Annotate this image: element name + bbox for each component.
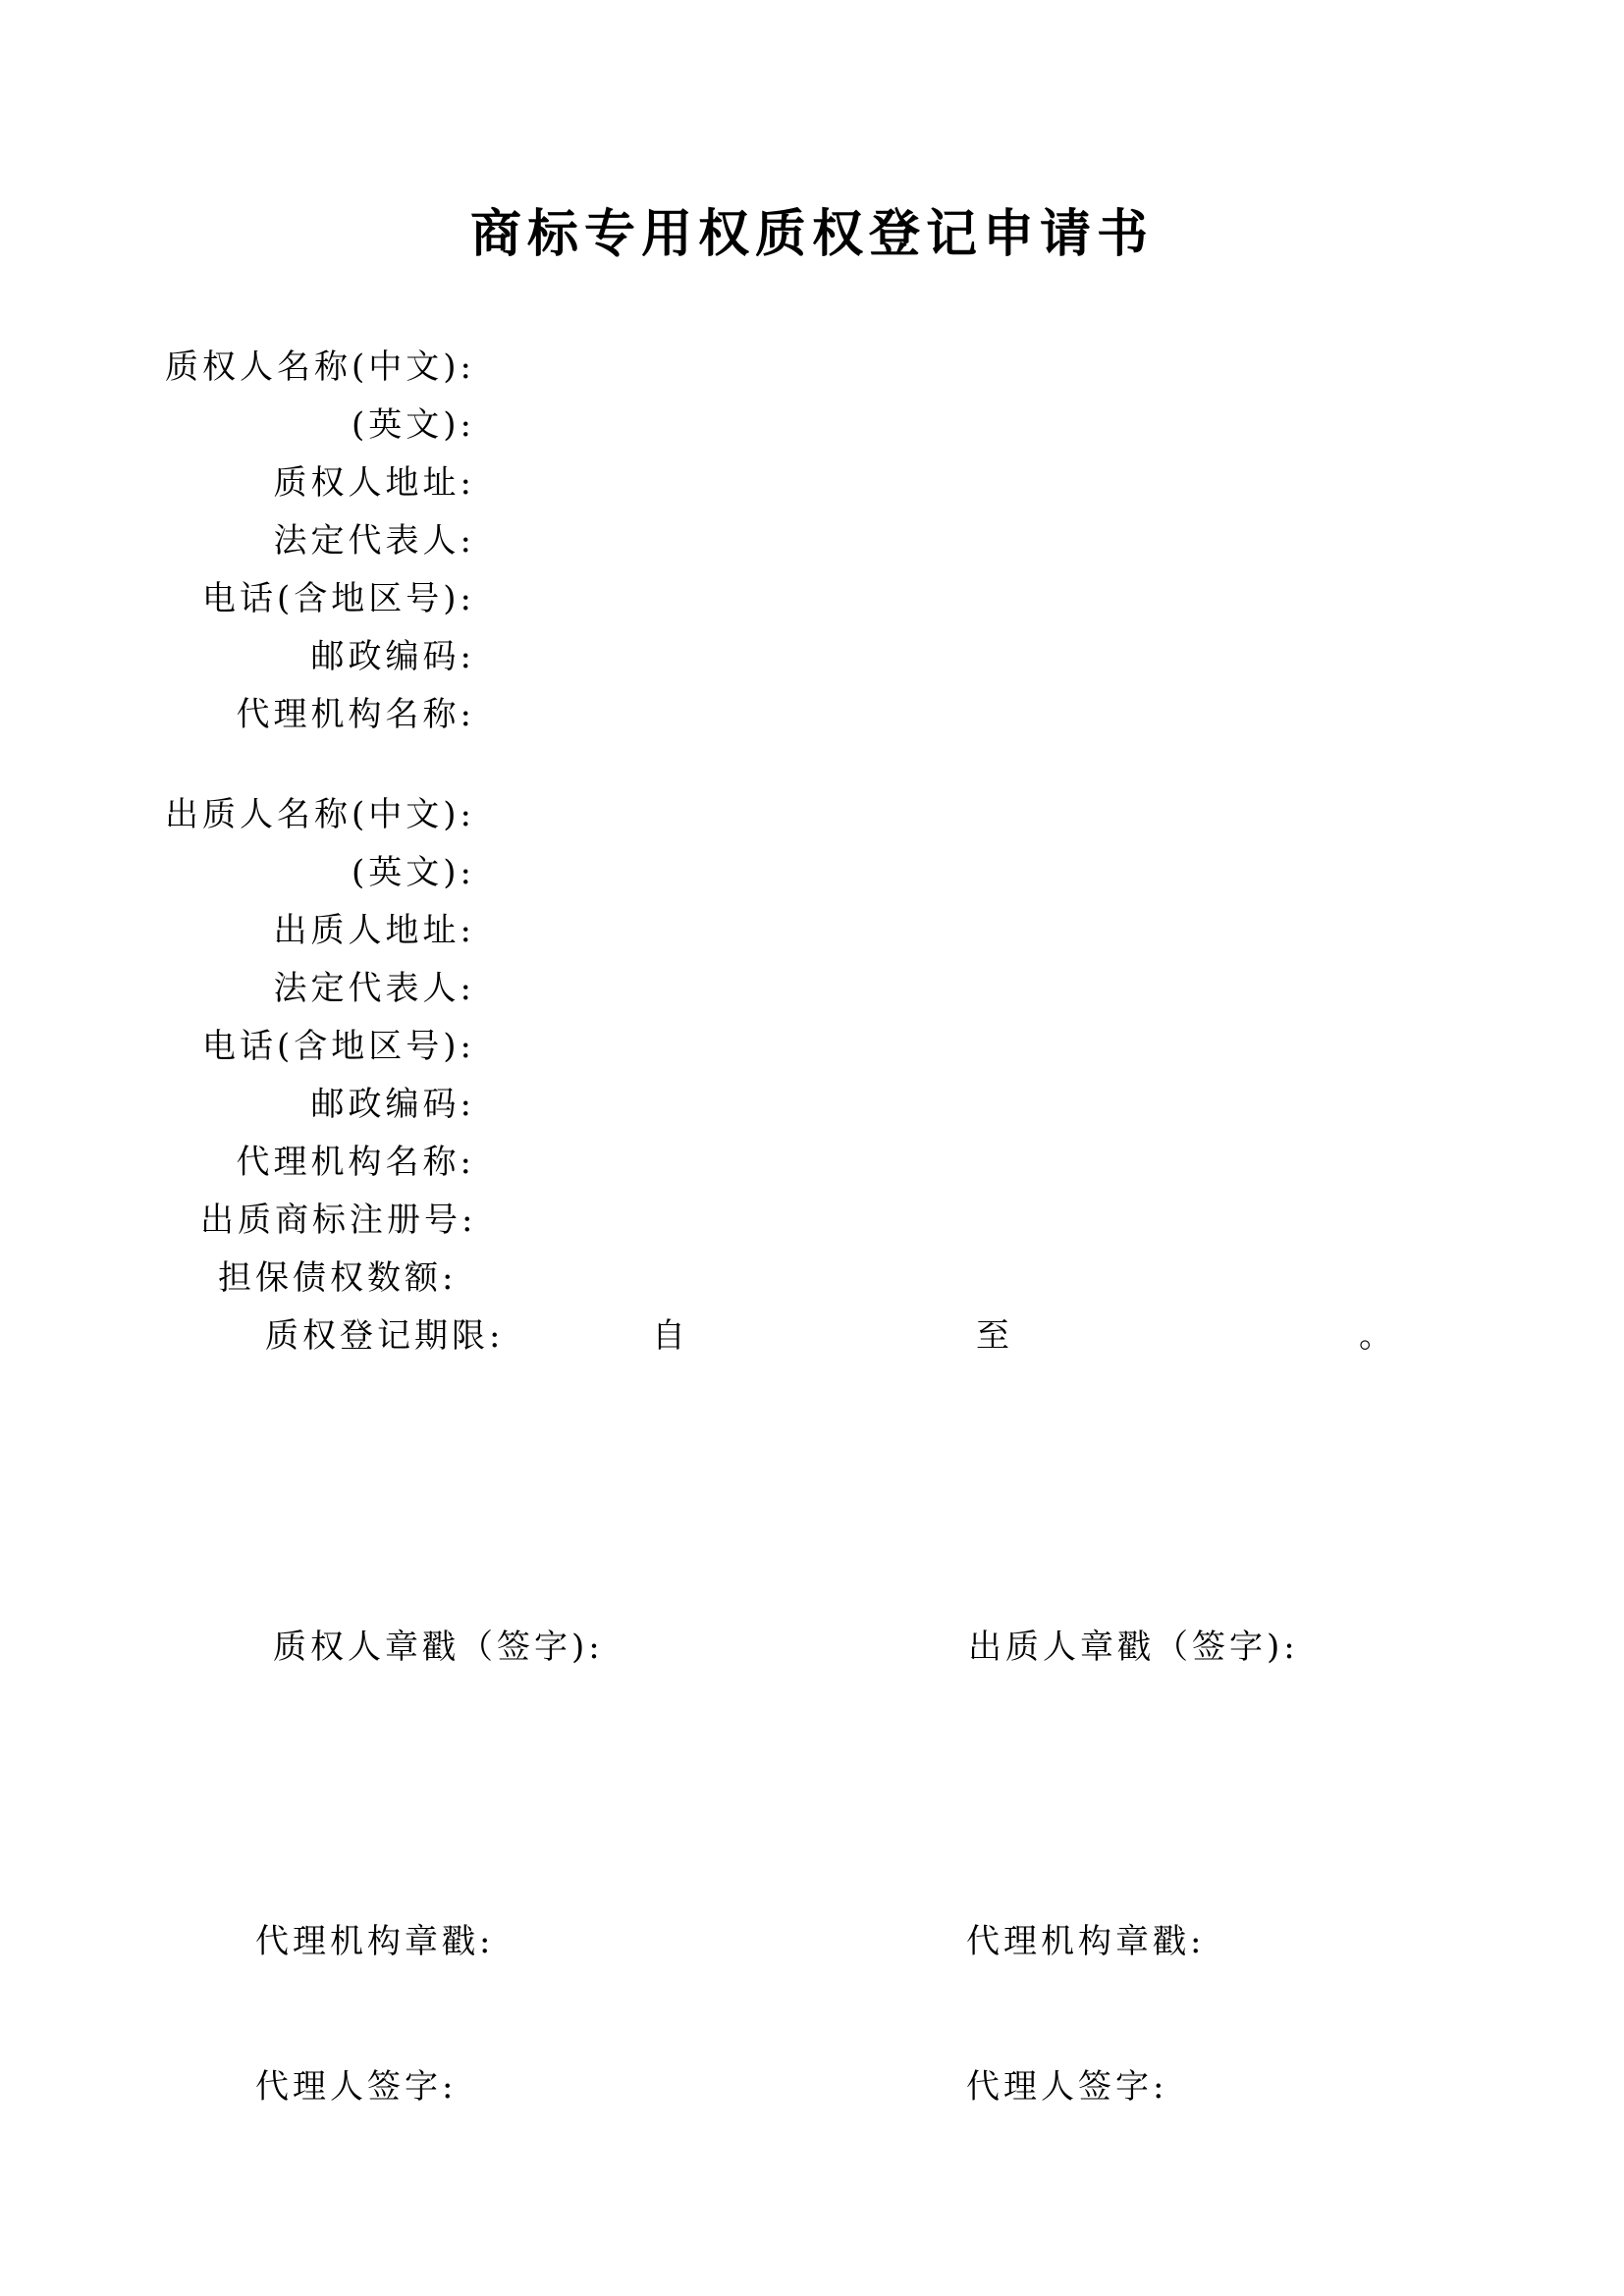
agency-seal-left-label: 代理机构章戳: — [255, 1922, 495, 1961]
period-end-mark: 。 — [1359, 1316, 1392, 1356]
period-from: 自 — [652, 1316, 685, 1356]
pledgor-name-cn-label: 出质人名称(中文): — [165, 795, 475, 834]
pledgor-name-en-label: (英文): — [352, 853, 475, 892]
agency-seal-right-label: 代理机构章戳: — [966, 1922, 1206, 1961]
pledgor-legal-rep-label: 法定代表人: — [273, 969, 475, 1008]
pledgor-address-label: 出质人地址: — [273, 911, 475, 950]
pledgee-phone-label: 电话(含地区号): — [202, 579, 475, 618]
pledgee-postcode-label: 邮政编码: — [310, 637, 475, 676]
pledgee-agency-label: 代理机构名称: — [236, 695, 475, 734]
period-to: 至 — [976, 1316, 1009, 1356]
pledgee-name-en-label: (英文): — [352, 405, 475, 445]
agent-sign-left-label: 代理人签字: — [255, 2067, 458, 2107]
pledgor-seal-label: 出质人章戳（签字): — [968, 1628, 1299, 1667]
trademark-reg-no-label: 出质商标注册号: — [200, 1201, 477, 1240]
pledgee-legal-rep-label: 法定代表人: — [273, 521, 475, 561]
pledgee-seal-label: 质权人章戳（签字): — [273, 1628, 604, 1667]
pledgor-phone-label: 电话(含地区号): — [202, 1027, 475, 1066]
secured-amount-label: 担保债权数额: — [218, 1258, 458, 1298]
agent-sign-right-label: 代理人签字: — [966, 2067, 1168, 2107]
pledgor-agency-label: 代理机构名称: — [236, 1143, 475, 1182]
pledgor-postcode-label: 邮政编码: — [310, 1085, 475, 1124]
period-label: 质权登记期限: — [265, 1316, 505, 1356]
pledgee-name-cn-label: 质权人名称(中文): — [165, 347, 475, 387]
pledgee-address-label: 质权人地址: — [273, 463, 475, 503]
form-title: 商标专用权质权登记申请书 — [469, 204, 1154, 264]
